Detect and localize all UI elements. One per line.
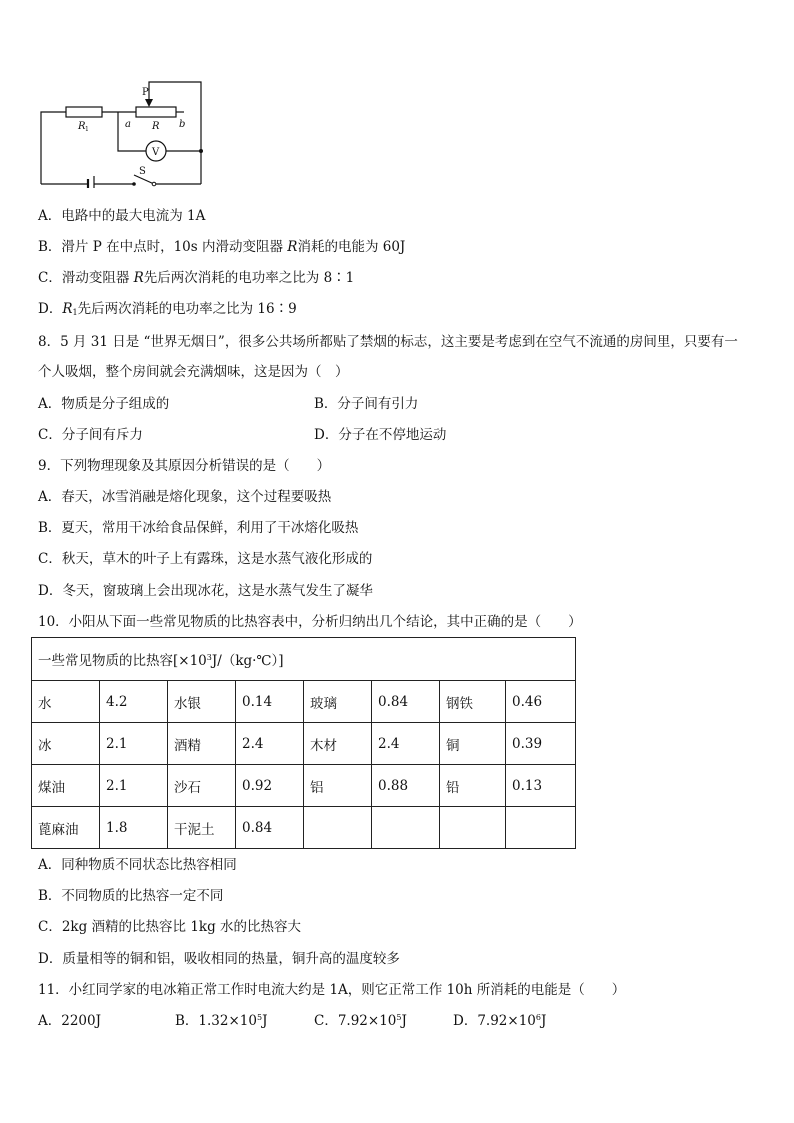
label-r1-sub: 1 (85, 126, 89, 133)
q10-option-a: A．同种物质不同状态比热容相同 (38, 857, 237, 873)
q11-option-a: A．2200J (38, 1013, 102, 1029)
label-s: S (139, 166, 146, 177)
cell: 木材 (304, 723, 372, 765)
label-b: b (179, 119, 186, 130)
q11-option-c: C．$7.92\times 10^5J$ (314, 1013, 407, 1029)
label-r: R (152, 121, 160, 132)
cell: 1.8 (100, 807, 168, 849)
q8-stem-line2: 个人吸烟，整个房间就会充满烟味，这是因为（ ） (38, 364, 349, 380)
cell: 2.4 (236, 723, 304, 765)
cell: 铜 (440, 723, 506, 765)
q8-option-a: A．物质是分子组成的 (38, 396, 170, 412)
q8-stem-line1: 8．5 月 31 日是 “世界无烟日”，很多公共场所都贴了禁烟的标志，这主要是考虑到在空气不流通的房间里，只要有一 (38, 334, 738, 350)
cell: 0.92 (236, 765, 304, 807)
q7-option-b: B．滑片 P 在中点时，10s 内滑动变阻器 R消耗的电能为 60J (38, 239, 406, 255)
q7-option-d: D．$R_1$先后两次消耗的电功率之比为 16∶9 (38, 301, 297, 317)
circuit-diagram (36, 76, 216, 188)
cell: 0.39 (506, 723, 576, 765)
q11-stem: 11．小红同学家的电冰箱正常工作时电流大约是 1A，则它正常工作 10h 所消耗的电能是（ ） (38, 982, 626, 998)
cell: 4.2 (100, 681, 168, 723)
q11-option-d: D．$7.92\times 10^6J$ (453, 1013, 547, 1029)
cell (304, 807, 372, 849)
cell: 玻璃 (304, 681, 372, 723)
cell: 0.84 (372, 681, 440, 723)
cell: 2.1 (100, 723, 168, 765)
cell: 铅 (440, 765, 506, 807)
table-title: 一些常见物质的比热容$[\times 10^3J/(kg\cdot℃)]$ (32, 638, 576, 681)
cell: 0.84 (236, 807, 304, 849)
q8-option-b: B．分子间有引力 (314, 396, 419, 412)
cell: 蓖麻油 (32, 807, 100, 849)
cell: 0.13 (506, 765, 576, 807)
cell: 酒精 (168, 723, 236, 765)
cell: 2.4 (372, 723, 440, 765)
label-v: V (152, 147, 160, 158)
cell: 干泥土 (168, 807, 236, 849)
resistor-r1 (66, 107, 102, 117)
q10-option-b: B．不同物质的比热容一定不同 (38, 888, 224, 904)
table-row (32, 765, 576, 807)
q8-option-d: D．分子在不停地运动 (314, 427, 447, 443)
cell: 冰 (32, 723, 100, 765)
cell (506, 807, 576, 849)
specific-heat-table (31, 637, 576, 849)
cell: 铝 (304, 765, 372, 807)
cell (372, 807, 440, 849)
cell: 沙石 (168, 765, 236, 807)
table-row (32, 807, 576, 849)
q7-option-a: A．电路中的最大电流为 1A (38, 208, 206, 224)
cell: 0.46 (506, 681, 576, 723)
rheostat-r (136, 107, 176, 117)
q11-option-b: B．$1.32\times 10^5J$ (175, 1013, 268, 1029)
cell: 水银 (168, 681, 236, 723)
q9-option-c: C．秋天，草木的叶子上有露珠，这是水蒸气液化形成的 (38, 551, 373, 567)
cell: 钢铁 (440, 681, 506, 723)
q10-option-c: C．2kg 酒精的比热容比 1kg 水的比热容大 (38, 919, 302, 935)
q9-option-a: A．春天，冰雪消融是熔化现象，这个过程要吸热 (38, 489, 332, 505)
q9-option-b: B．夏天，常用干冰给食品保鲜，利用了干冰熔化吸热 (38, 520, 359, 536)
cell: 0.88 (372, 765, 440, 807)
q10-stem: 10．小阳从下面一些常见物质的比热容表中，分析归纳出几个结论，其中正确的是（ ） (38, 614, 582, 630)
label-r1: R (78, 121, 86, 132)
cell: 水 (32, 681, 100, 723)
table-row (32, 681, 576, 723)
q8-option-c: C．分子间有斥力 (38, 427, 143, 443)
label-a: a (125, 119, 131, 130)
cell: 煤油 (32, 765, 100, 807)
q10-option-d: D．质量相等的铜和铝，吸收相同的热量，铜升高的温度较多 (38, 951, 400, 967)
cell (440, 807, 506, 849)
q7-option-c: C．滑动变阻器 R先后两次消耗的电功率之比为 8∶1 (38, 270, 355, 286)
cell: 2.1 (100, 765, 168, 807)
cell: 0.14 (236, 681, 304, 723)
label-p: P (142, 87, 149, 98)
q9-stem: 9．下列物理现象及其原因分析错误的是（ ） (38, 458, 331, 474)
q9-option-d: D．冬天，窗玻璃上会出现冰花，这是水蒸气发生了凝华 (38, 583, 373, 599)
table-row (32, 723, 576, 765)
